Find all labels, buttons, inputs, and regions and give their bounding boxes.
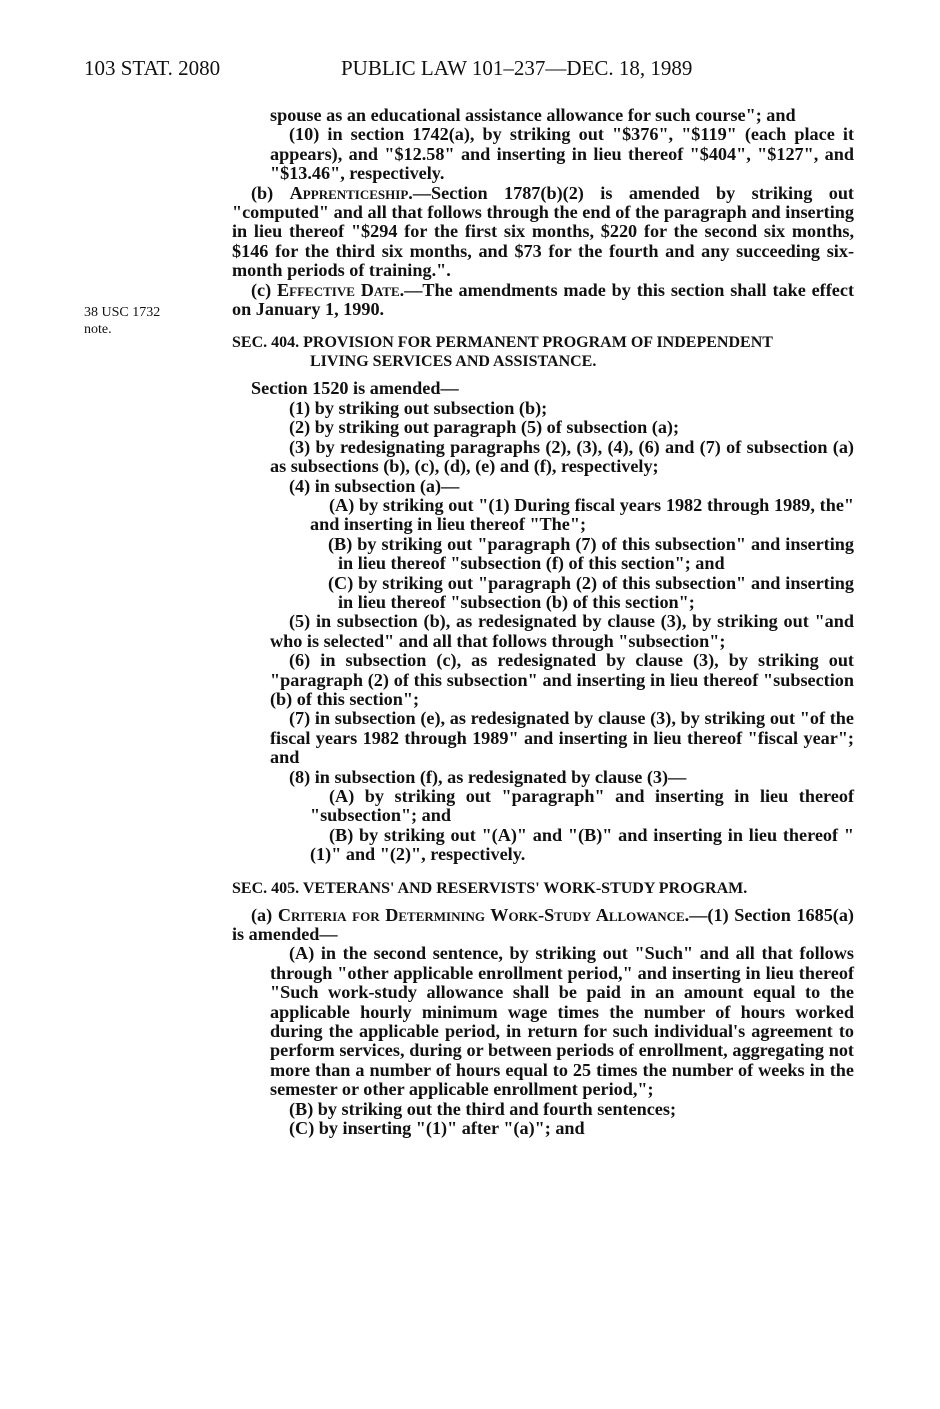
margin-note bbox=[84, 304, 224, 338]
clause-10: (10) in section 1742(a), by striking out "$376", "$119" (each place it appears), and "$12.58" and inserting in lieu thereof "$404", "$127", and "$13.46", respectively. bbox=[270, 124, 854, 184]
clause-A: (A) in the second sentence, by striking out "Such" and all that follows through "other applicable enrollment period," and inserting in lieu thereof "Such work-study allowance shall be paid in an amount equal to the applicable hourly minimum wage times the number of hours worked during the applicable period, in return for such individual's agreement to perform services, during or between periods of enrollment, aggregating not more than a number of hours equal to 25 times the number of weeks in the semester or other applicable enrollment period,"; bbox=[270, 943, 854, 1100]
item-8: (8) in subsection (f), as redesignated by clause (3)— bbox=[289, 766, 687, 787]
section-1520-intro: Section 1520 is amended— bbox=[251, 378, 459, 399]
item-5: (5) in subsection (b), as redesignated by clause (3), by striking out "and who is selected" and all that follows through "subsection"; bbox=[270, 611, 854, 651]
subsection-a-heading: Criteria for Determining Work-Study Allowance. bbox=[277, 904, 690, 925]
page-header bbox=[0, 56, 940, 86]
paragraph-continuation: spouse as an educational assistance allowance for such course"; and bbox=[270, 105, 796, 125]
subsection-a bbox=[232, 906, 854, 945]
margin-note-label: note. bbox=[84, 322, 112, 337]
section-405-heading bbox=[232, 879, 854, 898]
section-405-title: SEC. 405. VETERANS' AND RESERVISTS' WORK-STUDY PROGRAM. bbox=[232, 879, 748, 897]
subsection-c-label: (c) bbox=[251, 279, 278, 300]
item-1: (1) by striking out subsection (b); bbox=[289, 397, 548, 418]
clause-B: (B) by striking out the third and fourth sentences; bbox=[289, 1098, 677, 1119]
section-404-title-line1: SEC. 404. PROVISION FOR PERMANENT PROGRAM OF INDEPENDENT bbox=[232, 334, 773, 352]
section-404-title-line2: LIVING SERVICES AND ASSISTANCE. bbox=[310, 353, 597, 371]
clause-C: (C) by inserting "(1)" after "(a)"; and bbox=[289, 1118, 585, 1139]
item-6: (6) in subsection (c), as redesignated by clause (3), by striking out "paragraph (2) of this subsection" and inserting in lieu thereof "subsection (b) of this section"; bbox=[270, 650, 854, 709]
item-8-B: (B) by striking out "(A)" and "(B)" and inserting in lieu thereof "(1)" and "(2)", respectively. bbox=[310, 824, 854, 865]
stat-page-number: 103 STAT. 2080 bbox=[84, 56, 221, 80]
item-3: (3) by redesignating paragraphs (2), (3), (4), (6) and (7) of subsection (a) as subsections (b), (c), (d), (e) and (f), respectively; bbox=[270, 436, 854, 477]
subsection-a-label: (a) bbox=[251, 904, 278, 925]
item-4: (4) in subsection (a)— bbox=[289, 475, 460, 496]
section-404-heading bbox=[232, 333, 854, 371]
subsection-b-heading: Apprenticeship. bbox=[289, 182, 413, 203]
subsection-b-text: —Section 1787(b)(2) is amended by striking out "computed" and all that follows through the end of the paragraph and inserting in lieu thereof "$294 for the first six months, $220 for the second six months, $146 for the third six months, and $73 for the fourth and any succeeding six-month periods of training.". bbox=[232, 182, 854, 281]
subsection-a-text: —(1) Section 1685(a) is amended— bbox=[232, 904, 854, 945]
item-4-C: (C) by striking out "paragraph (2) of this subsection" and inserting in lieu thereof "subsection (b) of this section"; bbox=[328, 572, 854, 612]
item-4-A: (A) by striking out "(1) During fiscal years 1982 through 1989, the" and inserting in lieu thereof "The"; bbox=[310, 494, 854, 535]
subsection-b bbox=[232, 184, 854, 281]
subsection-c-heading: Effective Date. bbox=[277, 279, 405, 300]
item-2: (2) by striking out paragraph (5) of subsection (a); bbox=[289, 417, 680, 438]
subsection-c-text: —The amendments made by this section shall take effect on January 1, 1990. bbox=[232, 279, 855, 320]
item-7: (7) in subsection (e), as redesignated by clause (3), by striking out "of the fiscal years 1982 through 1989" and inserting in lieu thereof "fiscal year"; and bbox=[270, 708, 854, 768]
subsection-b-label: (b) bbox=[251, 182, 290, 203]
item-4-B: (B) by striking out "paragraph (7) of this subsection" and inserting in lieu thereof "subsection (f) of this section"; and bbox=[328, 533, 854, 574]
item-8-A: (A) by striking out "paragraph" and inserting in lieu thereof "subsection"; and bbox=[310, 786, 854, 826]
document-body bbox=[232, 106, 854, 1139]
margin-note-citation: 38 USC 1732 bbox=[84, 305, 161, 320]
public-law-citation: PUBLIC LAW 101–237—DEC. 18, 1989 bbox=[341, 56, 693, 80]
subsection-c bbox=[232, 281, 854, 320]
